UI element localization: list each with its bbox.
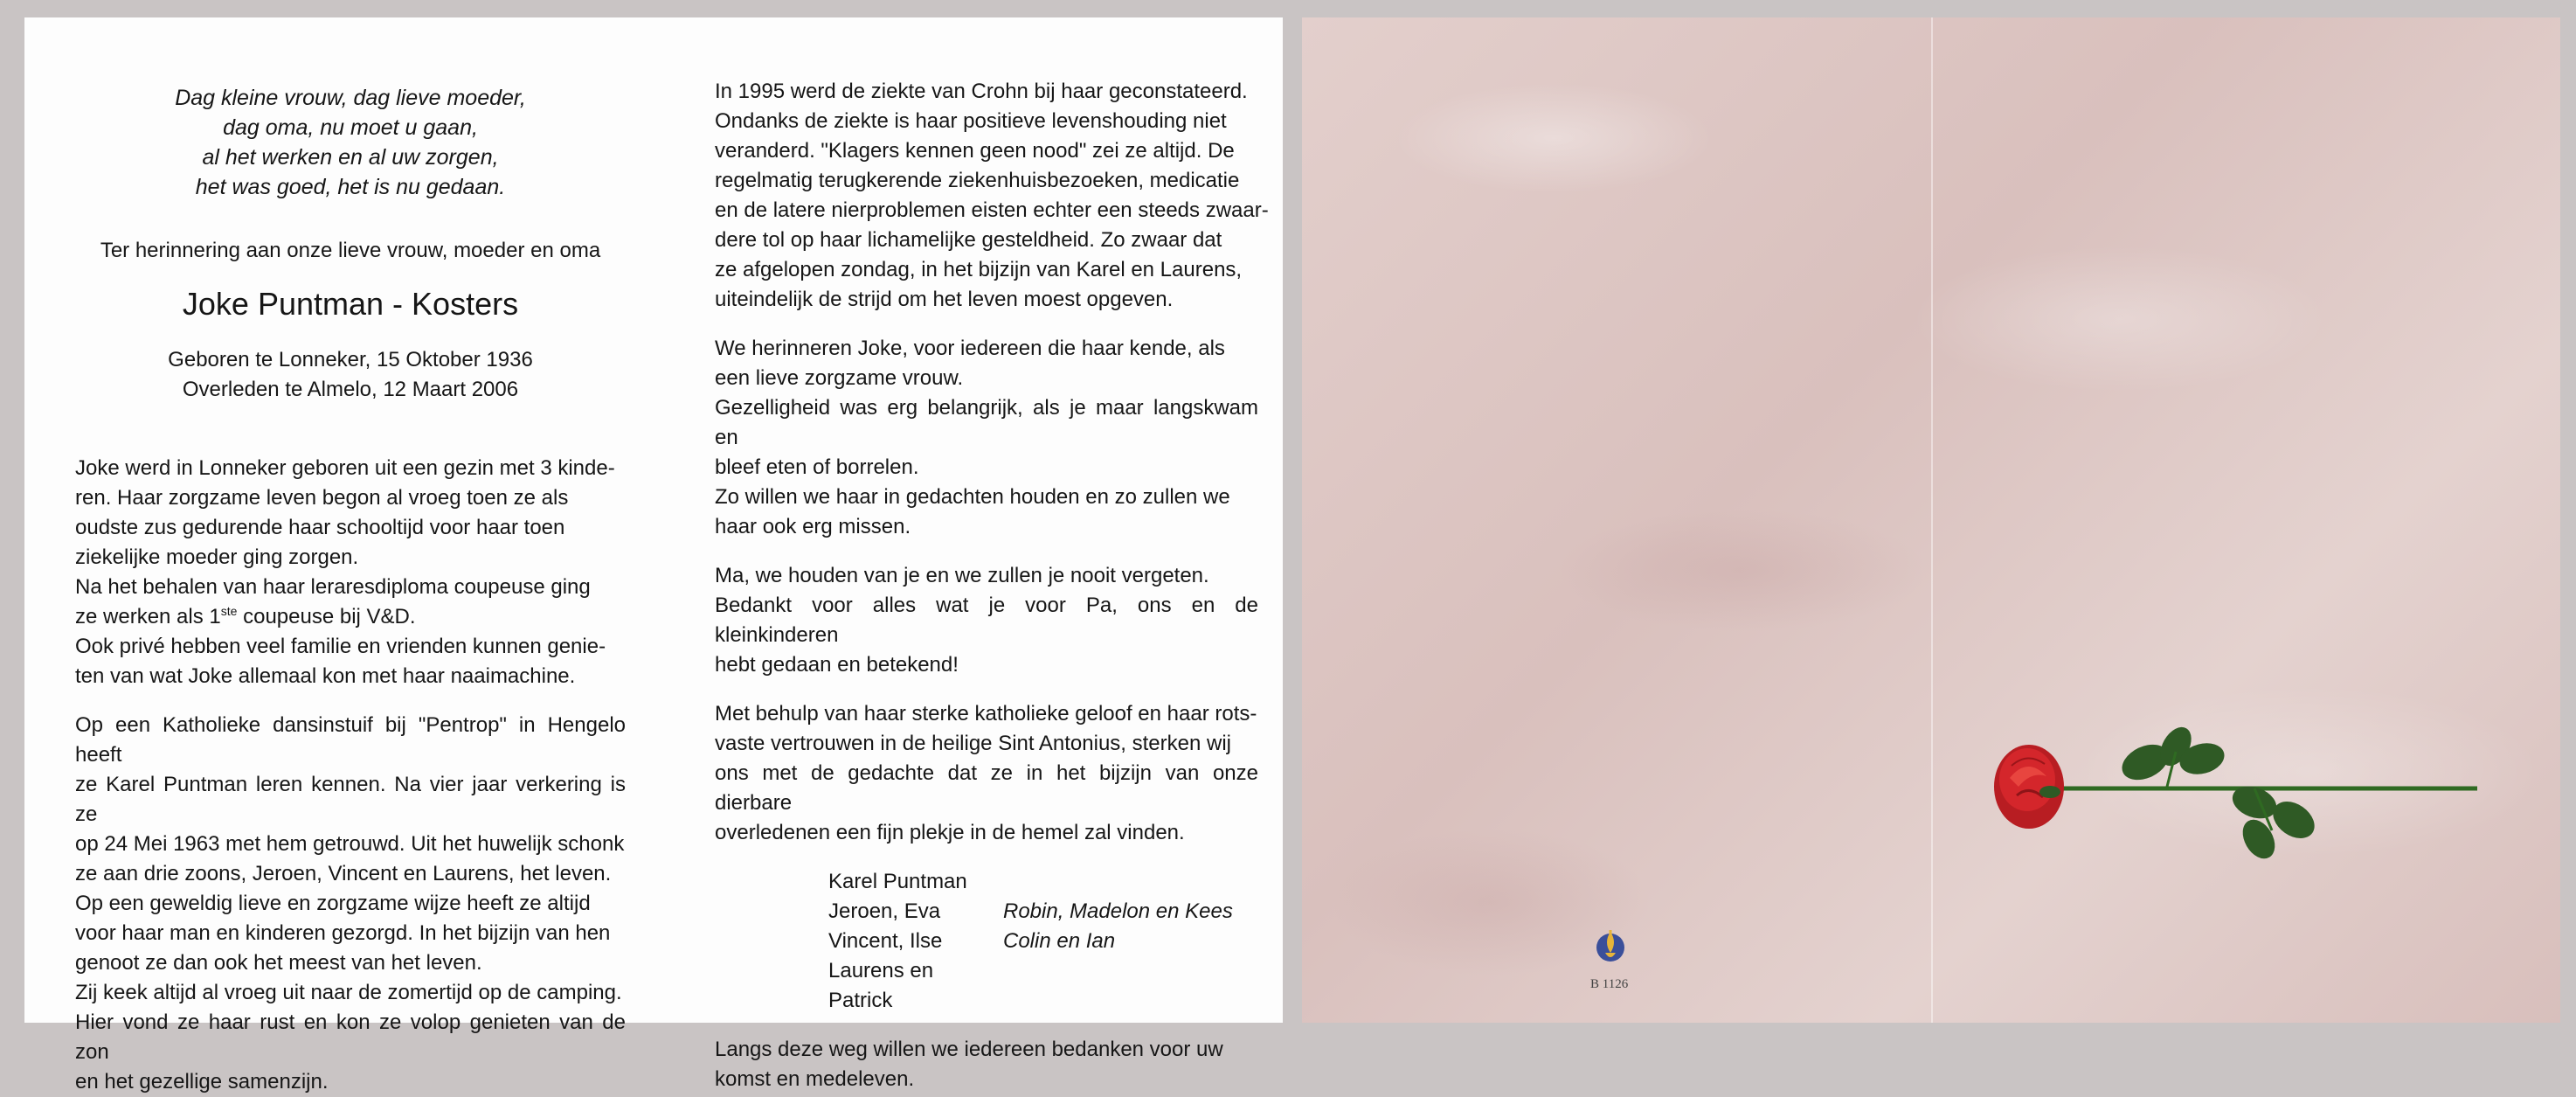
text-line: Op een Katholieke dansinstuif bij "Pentrop" in Hengelo heeft (75, 713, 626, 767)
faith-paragraph (715, 699, 1258, 848)
poem-line: Dag kleine vrouw, dag lieve moeder, (175, 86, 526, 110)
rose-image (1992, 708, 2490, 874)
text-line: ten van wat Joke allemaal kon met haar naaimachine. (75, 664, 576, 688)
family-list (828, 867, 1258, 1016)
poem-line: al het werken en al uw zorgen, (202, 145, 499, 170)
text-line: voor haar man en kinderen gezorgd. In het bijzijn van hen (75, 921, 611, 945)
text-line: hebt gedaan en betekend! (715, 653, 959, 677)
farewell-paragraph (715, 561, 1258, 680)
text-fragment: coupeuse bij V&D. (237, 605, 416, 628)
text-line: Ook privé hebben veel familie en vrienden kunnen genie- (75, 635, 606, 658)
text-line: ze aan drie zoons, Jeroen, Vincent en Laurens, het leven. (75, 862, 612, 885)
leaf-cluster-top (2116, 722, 2227, 787)
life-dates (75, 345, 626, 405)
deceased-name: Joke Puntman - Kosters (182, 286, 519, 322)
family-name: Vincent, Ilse (828, 929, 943, 953)
text-line: ons met de gedachte dat ze in het bijzijn van onze dierbare (715, 761, 1258, 815)
grandchildren: Colin en Ian (1003, 929, 1116, 953)
text-line: dere tol op haar lichamelijke gesteldheid. Zo zwaar dat (715, 228, 1222, 252)
right-column (715, 17, 1269, 1094)
text-line: ren. Haar zorgzame leven begon al vroeg toen ze als (75, 486, 569, 510)
fold-line (1931, 17, 1933, 1023)
poem (75, 83, 626, 202)
text-line: oudste zus gedurende haar schooltijd voor haar toen (75, 516, 565, 539)
family-name: Laurens en Patrick (828, 959, 934, 1012)
card-inside-panel (24, 17, 1283, 1094)
family-name: Jeroen, Eva (828, 899, 941, 923)
text-line: Gezelligheid was erg belangrijk, als je maar langskwam en (715, 396, 1258, 449)
poem-line: dag oma, nu moet u gaan, (223, 115, 478, 140)
family-row (828, 956, 1258, 1016)
text-line: ze Karel Puntman leren kennen. Na vier jaar verkering is ze (75, 773, 626, 826)
illness-paragraph (715, 77, 1269, 315)
text-line: op 24 Mei 1963 met hem getrouwd. Uit het huwelijk schonk (75, 832, 625, 856)
family-row (828, 897, 1258, 927)
text-line: uiteindelijk de strijd om het leven moest opgeven. (715, 288, 1174, 311)
remembrance-paragraph (715, 334, 1258, 542)
left-column (75, 17, 626, 1097)
family-row (828, 927, 1258, 956)
text-line: Na het behalen van haar leraresdiploma coupeuse ging (75, 575, 591, 599)
rose-flower (1994, 745, 2064, 829)
death-line: Overleden te Almelo, 12 Maart 2006 (182, 378, 519, 401)
print-code: B 1126 (1590, 977, 1629, 991)
superscript: ste (220, 604, 238, 618)
text-line: Op een geweldig lieve en zorgzame wijze heeft ze altijd (75, 892, 591, 915)
publisher-logo-icon (1595, 927, 1626, 970)
text-line: regelmatig terugkerende ziekenhuisbezoeken, medicatie (715, 169, 1240, 192)
text-line: veranderd. "Klagers kennen geen nood" zei ze altijd. De (715, 139, 1235, 163)
text-line: Zo willen we haar in gedachten houden en zo zullen we (715, 485, 1230, 509)
text-line: Ma, we houden van je en we zullen je nooit vergeten. (715, 564, 1209, 587)
card-cover-panel (1302, 17, 2560, 1023)
thanks-paragraph (715, 1035, 1258, 1094)
memorial-intro: Ter herinnering aan onze lieve vrouw, moeder en oma (100, 239, 601, 262)
text-fragment: ze werken als 1 (75, 605, 221, 628)
text-line: komst en medeleven. (715, 1067, 915, 1091)
grandchildren: Robin, Madelon en Kees (1003, 899, 1233, 923)
leaf-cluster-bottom (2228, 781, 2322, 864)
birth-line: Geboren te Lonneker, 15 Oktober 1936 (168, 348, 533, 371)
text-line: ziekelijke moeder ging zorgen. (75, 545, 359, 569)
text-line: Bedankt voor alles wat je voor Pa, ons en de kleinkinderen (715, 594, 1258, 647)
text-line: ze afgelopen zondag, in het bijzijn van Karel en Laurens, (715, 258, 1243, 281)
text-line: Hier vond ze haar rust en kon ze volop genieten van de zon (75, 1010, 626, 1064)
text-line: een lieve zorgzame vrouw. (715, 366, 964, 390)
text-line: In 1995 werd de ziekte van Crohn bij haar geconstateerd. (715, 80, 1248, 103)
text-line: en het gezellige samenzijn. (75, 1070, 329, 1094)
biography-paragraph (75, 454, 626, 691)
family-name: Karel Puntman (828, 870, 967, 893)
text-line: bleef eten of borrelen. (715, 455, 919, 479)
family-row (828, 867, 1258, 897)
text-line: Joke werd in Lonneker geboren uit een gezin met 3 kinde- (75, 456, 615, 480)
text-line: Zij keek altijd al vroeg uit naar de zomertijd op de camping. (75, 981, 622, 1004)
text-line: overledenen een fijn plekje in de hemel zal vinden. (715, 821, 1185, 844)
text-line: vaste vertrouwen in de heilige Sint Antonius, sterken wij (715, 732, 1231, 755)
text-line: We herinneren Joke, voor iedereen die haar kende, als (715, 337, 1225, 360)
text-line: en de latere nierproblemen eisten echter een steeds zwaar- (715, 198, 1269, 222)
text-line: Ondanks de ziekte is haar positieve levenshouding niet (715, 109, 1227, 133)
text-line (75, 602, 626, 632)
text-line: Langs deze weg willen we iedereen bedanken voor uw (715, 1038, 1223, 1061)
text-line: genoot ze dan ook het meest van het leven. (75, 951, 482, 975)
text-line: Met behulp van haar sterke katholieke geloof en haar rots- (715, 702, 1257, 726)
marriage-paragraph (75, 711, 626, 1097)
text-line: haar ook erg missen. (715, 515, 911, 538)
poem-line: het was goed, het is nu gedaan. (195, 175, 506, 199)
